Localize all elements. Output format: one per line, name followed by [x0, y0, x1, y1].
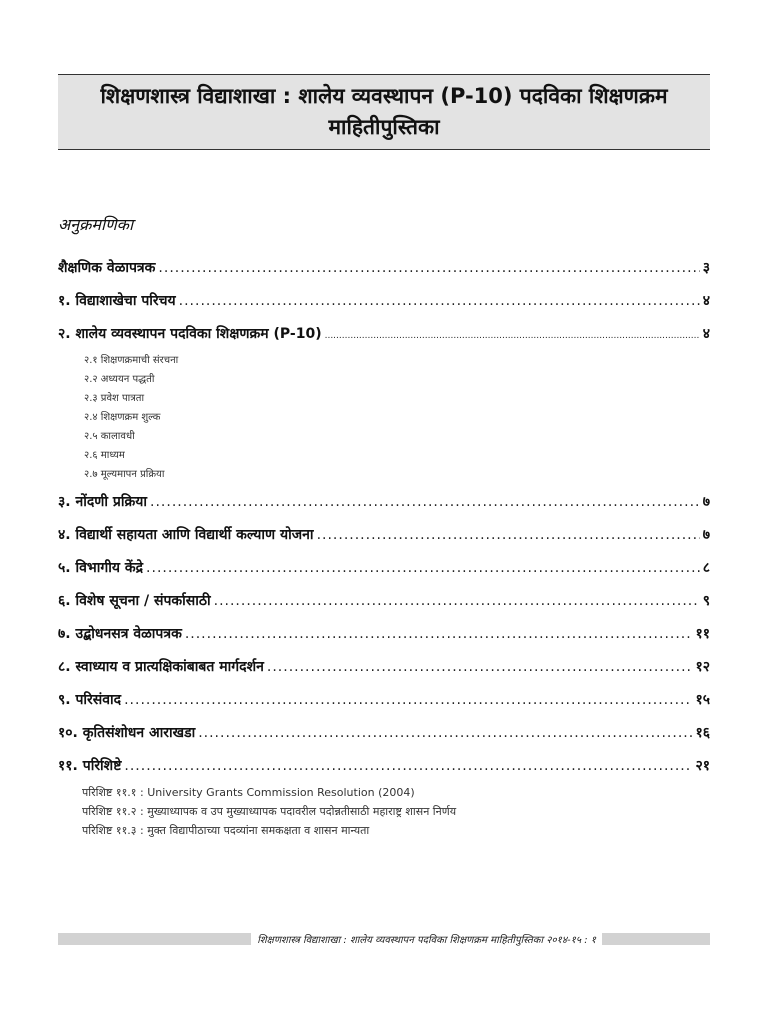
toc-entry[interactable] — [58, 492, 710, 525]
toc-entry[interactable] — [58, 258, 710, 291]
subsection-list — [84, 351, 710, 484]
toc-entry-label: ८. स्वाध्याय व प्रात्यक्षिकांबाबत मार्गदर्शन — [58, 659, 264, 675]
toc-heading: अनुक्रमणिका — [58, 215, 134, 234]
leader-dots — [146, 560, 700, 576]
leader-dots — [158, 260, 699, 276]
toc-entry-page: ११ — [695, 626, 710, 642]
toc-entry[interactable] — [58, 657, 710, 690]
header-title-line-1: शिक्षणशास्त्र विद्याशाखा : शालेय व्यवस्थापन (P-10) पदविका शिक्षणक्रम — [100, 84, 668, 108]
toc-entry-page: ७ — [702, 494, 710, 510]
leader-dots — [214, 593, 700, 609]
toc-entry-label: १०. कृतिसंशोधन आराखडा — [58, 725, 196, 741]
toc-entry[interactable] — [58, 291, 710, 324]
leader-dots — [179, 293, 700, 309]
toc-entry-label: ९. परिसंवाद — [58, 692, 122, 708]
leader-dots — [150, 494, 700, 510]
footer-bar-right — [602, 933, 710, 945]
footer-bar-left — [58, 933, 251, 945]
subsection-item[interactable]: २.३ प्रवेश पात्रता — [84, 393, 145, 404]
footer-text: शिक्षणशास्त्र विद्याशाखा : शालेय व्यवस्थापन पदविका शिक्षणक्रम माहितीपुस्तिका २०१४-१५ : १ — [257, 935, 596, 946]
toc-entry-page: ७ — [702, 527, 710, 543]
subsection-item[interactable]: २.६ माध्यम — [84, 450, 125, 461]
leader-dots — [124, 692, 692, 708]
toc-entry[interactable] — [58, 690, 710, 723]
toc-entry-label: ४. विद्यार्थी सहायता आणि विद्यार्थी कल्याण योजना — [58, 527, 314, 543]
toc-entry-label: ११. परिशिष्टे — [58, 758, 122, 774]
leader-dots — [198, 725, 692, 741]
toc-entry-label: ६. विशेष सूचना / संपर्कासाठी — [58, 593, 211, 609]
toc-entry-label: ७. उद्बोधनसत्र वेळापत्रक — [58, 626, 182, 642]
toc-entry-page: ४ — [702, 293, 710, 309]
subsection-item[interactable]: २.५ कालावधी — [84, 431, 135, 442]
subsection-item[interactable]: २.७ मूल्यमापन प्रक्रिया — [84, 469, 165, 480]
toc-entry-page: ४ — [702, 326, 710, 342]
appendix-item[interactable]: परिशिष्ट ११.३ : मुक्त विद्यापीठाच्या पदव्यांना समकक्षता व शासन मान्यता — [82, 824, 370, 837]
appendix-item[interactable]: परिशिष्ट ११.१ : University Grants Commission Resolution (2004) — [82, 786, 415, 799]
toc-entry-page: १५ — [695, 692, 710, 708]
appendix-item[interactable]: परिशिष्ट ११.२ : मुख्याध्यापक व उप मुख्याध्यापक पदावरील पदोन्नतीसाठी महाराष्ट्र शासन निर्णय — [82, 805, 457, 818]
leader-dots — [185, 626, 693, 642]
toc-entry[interactable] — [58, 624, 710, 657]
toc-entry-page: ३ — [702, 260, 710, 276]
toc-entry-label: ५. विभागीय केंद्रे — [58, 560, 144, 576]
toc-entry-page: ९ — [702, 593, 710, 609]
leader-dots — [124, 758, 692, 774]
appendix-list — [82, 783, 710, 840]
toc-entry-label: २. शालेय व्यवस्थापन पदविका शिक्षणक्रम (P-10) — [58, 326, 322, 342]
page-header — [58, 74, 710, 150]
toc-entry[interactable] — [58, 723, 710, 756]
toc-entry-page: ८ — [702, 560, 710, 576]
toc-entry-label: १. विद्याशाखेचा परिचय — [58, 293, 176, 309]
toc-entry-page: २१ — [695, 758, 710, 774]
leader-dots — [325, 331, 700, 341]
leader-dots — [267, 659, 693, 675]
toc-entry-label: शैक्षणिक वेळापत्रक — [58, 260, 156, 276]
toc-entry[interactable] — [58, 525, 710, 558]
subsection-item[interactable]: २.१ शिक्षणक्रमाची संरचना — [84, 355, 179, 366]
toc-entry-page: १६ — [695, 725, 710, 741]
leader-dots — [317, 527, 700, 543]
subsection-item[interactable]: २.२ अध्ययन पद्धती — [84, 374, 155, 385]
header-title-line-2: माहितीपुस्तिका — [328, 115, 440, 139]
subsection-item[interactable]: २.४ शिक्षणक्रम शुल्क — [84, 412, 161, 423]
toc-entry-page: १२ — [695, 659, 710, 675]
toc-entry-label: ३. नोंदणी प्रक्रिया — [58, 494, 148, 510]
toc-entry[interactable] — [58, 591, 710, 624]
table-of-contents — [58, 258, 710, 840]
page-footer — [58, 933, 710, 945]
toc-entry[interactable] — [58, 558, 710, 591]
